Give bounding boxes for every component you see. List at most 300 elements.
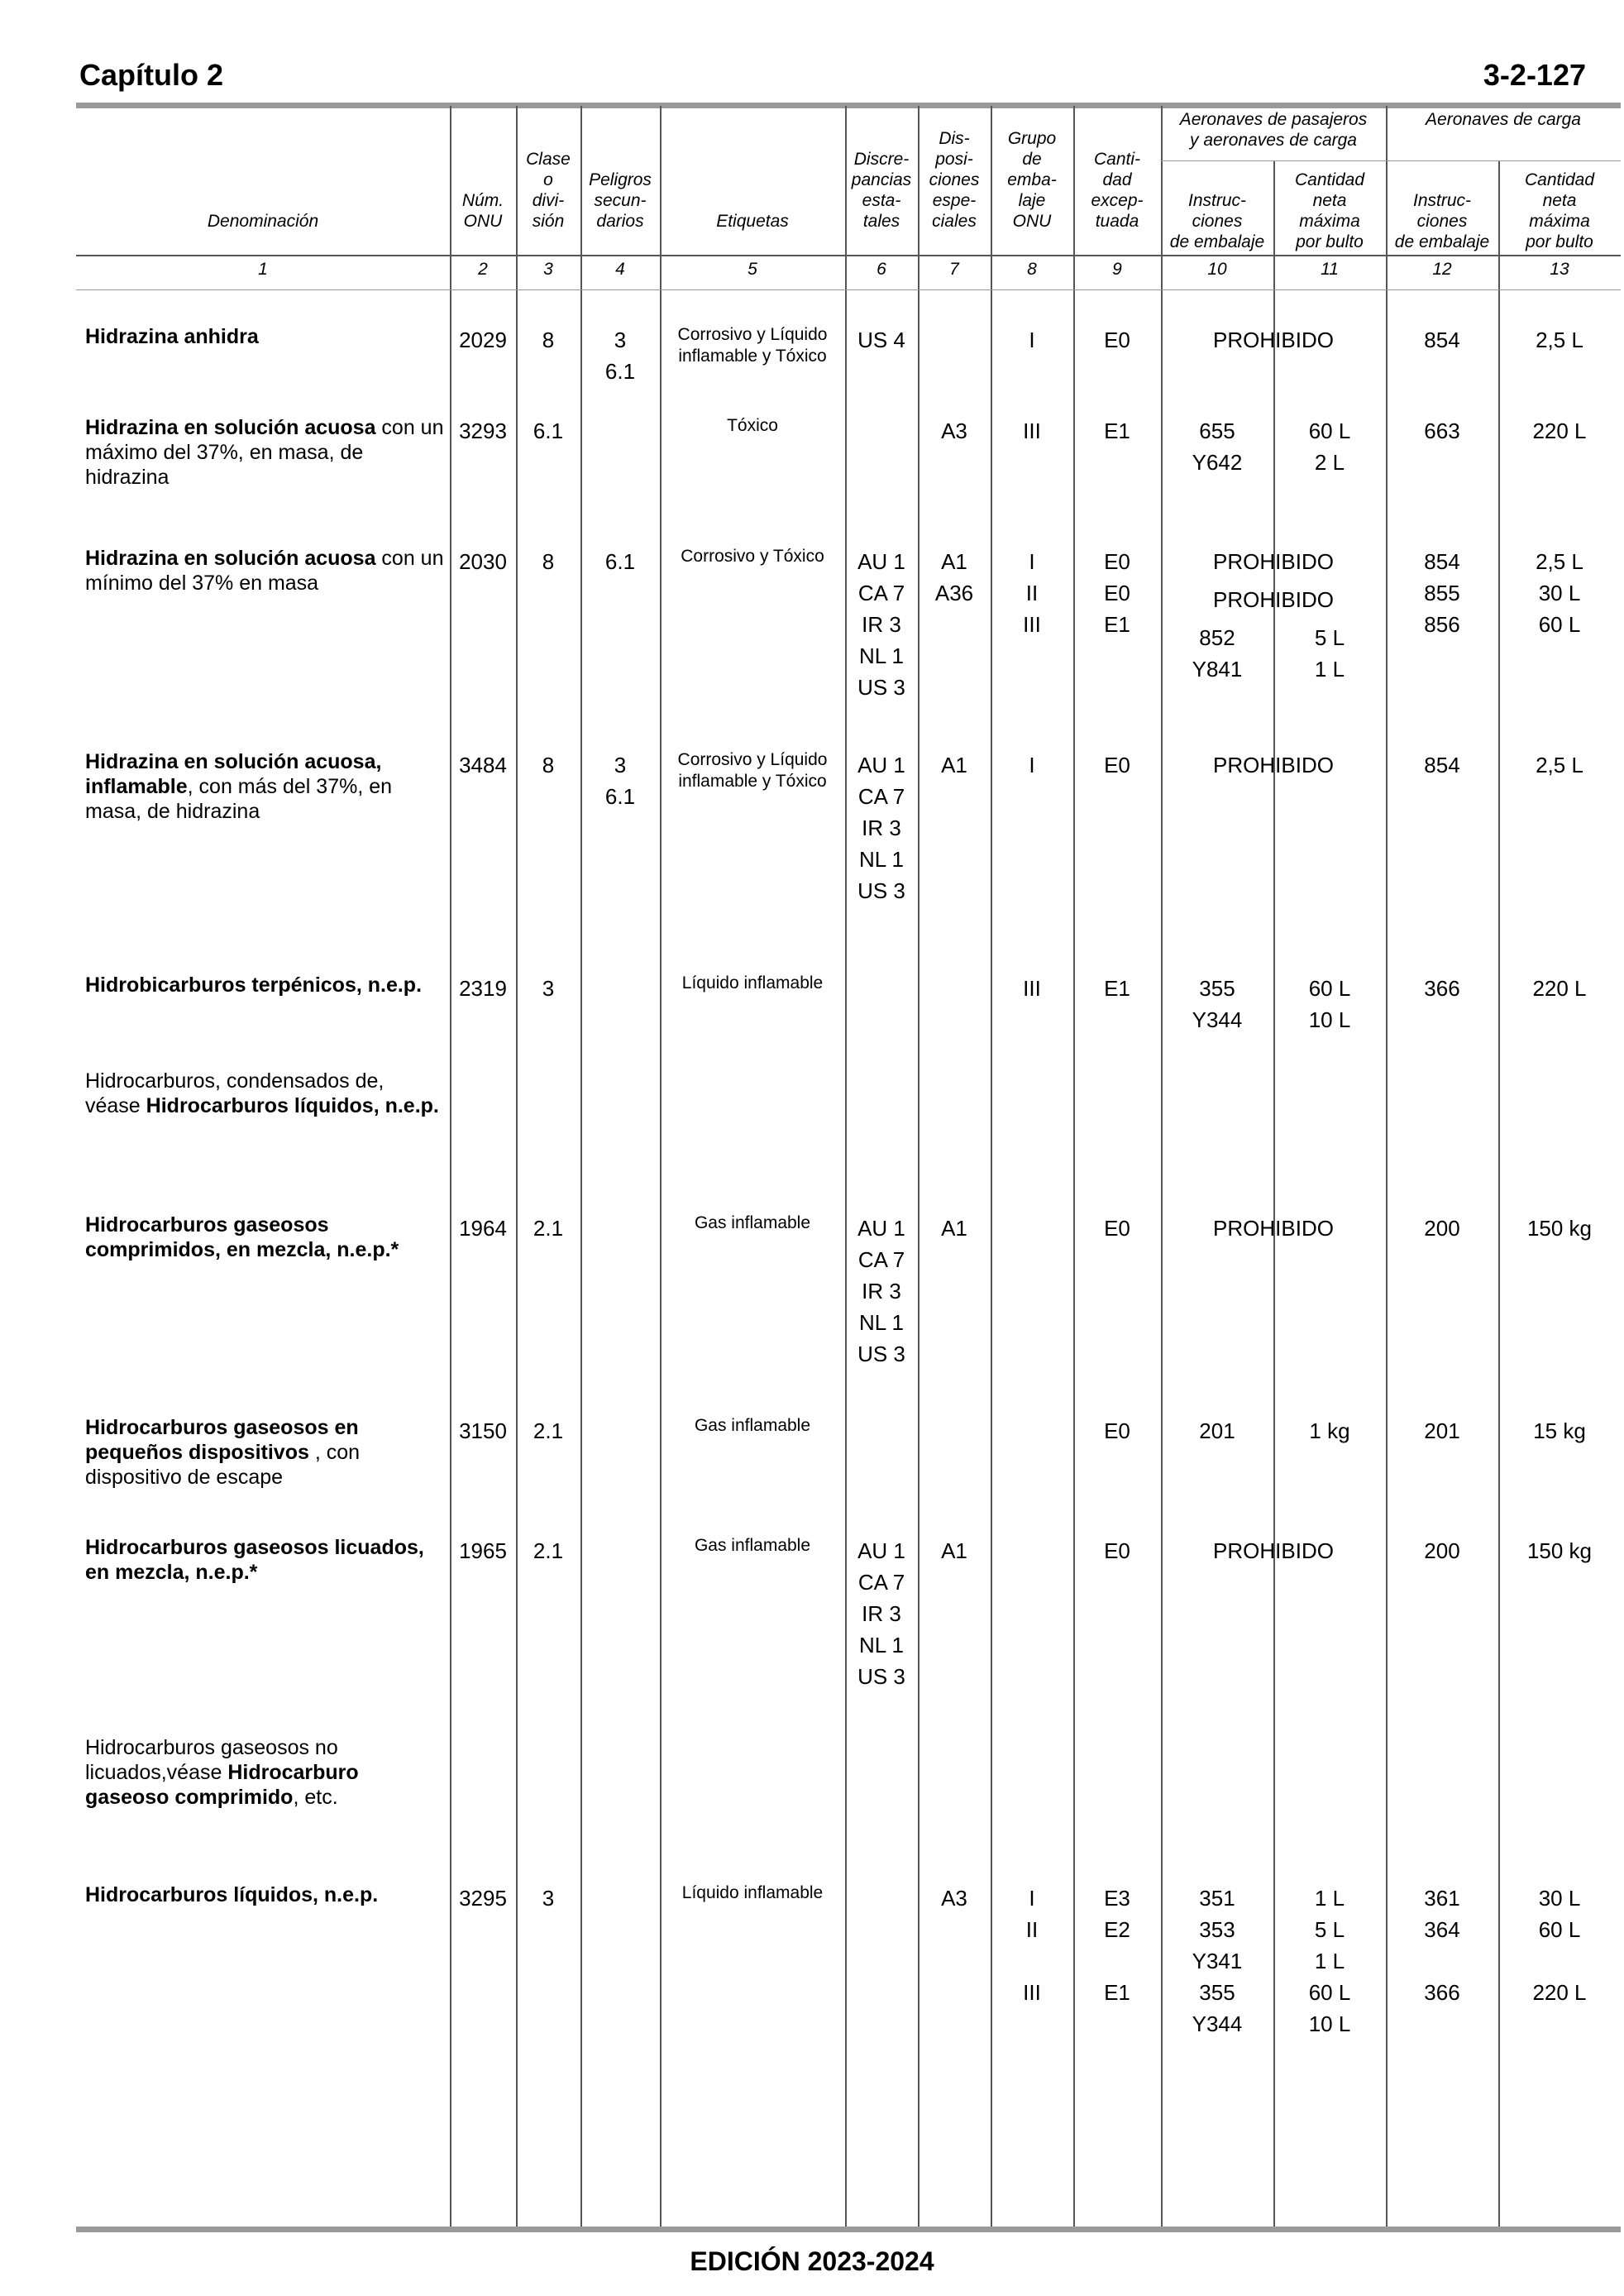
hazard-class-value: 3 <box>542 976 555 1001</box>
packing-instruction-cargo-value <box>1386 1945 1498 1977</box>
packing-group <box>991 973 1073 1004</box>
column-number: 7 <box>949 260 959 279</box>
hazard-label-value: Líquido inflamable <box>681 1883 824 1902</box>
hazard-label-value: Corrosivo y Líquido <box>677 750 828 769</box>
max-net-quantity-passenger-value: 1 L <box>1314 1949 1345 1973</box>
un-number <box>450 973 516 1004</box>
un-number <box>450 415 516 447</box>
header-divider <box>76 255 1621 256</box>
forbidden-notice: PROHIBIDO <box>1213 1216 1334 1241</box>
header-peligros <box>580 170 660 232</box>
header-cantidad-exceptuada-line: Canti- <box>1093 150 1141 169</box>
header-discrepancias <box>845 149 918 232</box>
header-discrepancias-line: esta- <box>862 191 901 210</box>
header-grupo <box>991 128 1073 232</box>
subsidiary-hazard <box>580 749 660 812</box>
packing-instruction-cargo-value: 361 <box>1424 1886 1460 1911</box>
packing-group-value: III <box>1023 612 1041 637</box>
forbidden-notice: PROHIBIDO <box>1213 753 1334 777</box>
header-num-onu-line: Núm. <box>461 191 504 210</box>
column-number: 8 <box>1027 260 1037 279</box>
forbidden-notice: PROHIBIDO <box>1213 1538 1334 1563</box>
header-disposiciones-line: ciales <box>932 212 977 231</box>
packing-instruction-passenger-value: 355 <box>1199 976 1235 1001</box>
header-cantidad-exceptuada-line: tuada <box>1095 212 1139 231</box>
max-net-quantity-cargo <box>1498 1415 1621 1447</box>
header-cantidad-pasajeros <box>1273 170 1386 252</box>
excepted-quantity-value: E1 <box>1104 419 1130 443</box>
column-number: 9 <box>1112 260 1122 279</box>
column-number: 2 <box>478 260 488 279</box>
excepted-quantity-value: E3 <box>1104 1886 1130 1911</box>
hazard-label-value: Tóxico <box>727 416 778 435</box>
hazard-label <box>660 1535 845 1557</box>
substance-name-bold: Hidrocarburos líquidos, n.e.p. <box>146 1094 439 1117</box>
substance-name-text: Hidrocarburos gaseosos no licuados,véase <box>85 1736 338 1784</box>
hazard-class <box>516 415 580 447</box>
packing-instruction-cargo-value: 856 <box>1424 612 1460 637</box>
max-net-quantity-passenger-value <box>1273 591 1386 622</box>
substance-name <box>85 1069 444 1118</box>
max-net-quantity-cargo-value: 2,5 L <box>1536 753 1583 777</box>
packing-group-value: I <box>1029 1886 1035 1911</box>
substance-name-text: con un mínimo del 37% en masa <box>85 547 444 595</box>
special-provision <box>918 1882 991 1914</box>
substance-name-bold: Hidrazina en solución acuosa <box>85 416 376 439</box>
page-number: 3-2-127 <box>1483 58 1586 92</box>
header-clase-line: Clase <box>526 150 571 169</box>
packing-group-value: III <box>1023 1980 1041 2005</box>
hazard-label <box>660 415 845 437</box>
header-cantidad-carga-line: por bulto <box>1526 232 1593 251</box>
substance-name-text: , etc. <box>293 1786 338 1809</box>
packing-instruction-cargo <box>1386 973 1498 1004</box>
header-instrucciones-carga <box>1386 190 1498 252</box>
excepted-quantity <box>1073 749 1161 781</box>
excepted-quantity <box>1073 546 1161 640</box>
hazard-class <box>516 973 580 1004</box>
header-discrepancias-line: Discre- <box>853 150 910 169</box>
state-variation-value: US 3 <box>857 1342 905 1366</box>
max-net-quantity-cargo-value: 220 L <box>1532 976 1587 1001</box>
header-grupo-line: laje <box>1018 191 1046 210</box>
packing-instruction-cargo-value: 200 <box>1424 1216 1460 1241</box>
excepted-quantity-value: E0 <box>1104 1418 1130 1443</box>
header-cantidad-carga-line: neta <box>1542 191 1577 210</box>
bottom-rule <box>76 2227 1621 2232</box>
max-net-quantity-cargo <box>1498 1213 1621 1244</box>
hazard-class-value: 6.1 <box>533 419 564 443</box>
packing-instruction-cargo <box>1386 546 1498 640</box>
excepted-quantity <box>1073 1213 1161 1244</box>
header-aeronaves-pasajeros-line: y aeronaves de carga <box>1190 131 1357 150</box>
packing-instruction-passenger <box>1161 1882 1273 2040</box>
subsidiary-hazard-value: 6.1 <box>604 549 636 574</box>
header-instrucciones-pasajeros-line: de embalaje <box>1169 232 1265 251</box>
max-net-quantity-cargo-value: 2,5 L <box>1536 328 1583 352</box>
packing-instruction-cargo-value: 201 <box>1424 1418 1460 1443</box>
packing-instruction-passenger-value: Y344 <box>1192 2011 1243 2036</box>
special-provision-value: A3 <box>941 1886 967 1911</box>
excepted-quantity <box>1073 415 1161 447</box>
packing-instruction-cargo-value: 366 <box>1424 1980 1460 2005</box>
max-net-quantity-passenger-value: 10 L <box>1308 1007 1351 1032</box>
substance-name <box>85 1535 444 1585</box>
header-cantidad-exceptuada <box>1073 149 1161 232</box>
header-clase-line: o <box>543 170 553 189</box>
substance-name-bold: Hidrobicarburos terpénicos, n.e.p. <box>85 973 423 997</box>
header-cantidad-pasajeros-line: neta <box>1312 191 1347 210</box>
substance-name <box>85 973 444 997</box>
hazard-class <box>516 324 580 356</box>
un-number-value: 3484 <box>459 753 507 777</box>
hazard-label-value: Corrosivo y Líquido <box>677 325 828 344</box>
hazard-label-value: Gas inflamable <box>694 1416 811 1435</box>
packing-instruction-cargo <box>1386 1213 1498 1244</box>
packing-group <box>991 324 1073 356</box>
packing-instruction-cargo-value: 854 <box>1424 753 1460 777</box>
state-variation-value: AU 1 <box>857 753 905 777</box>
header-clase-line: sión <box>532 212 565 231</box>
packing-instruction-passenger <box>1161 1415 1273 1447</box>
special-provision <box>918 1213 991 1244</box>
excepted-quantity-value: E0 <box>1104 549 1130 574</box>
packing-group <box>991 749 1073 781</box>
hazard-label <box>660 546 845 567</box>
state-variation-value: CA 7 <box>857 1247 905 1272</box>
excepted-quantity <box>1073 1882 1161 2008</box>
forbidden-notice: PROHIBIDO <box>1213 328 1334 352</box>
un-number-value: 3293 <box>459 419 507 443</box>
hazard-label <box>660 1213 845 1234</box>
column-divider <box>845 106 847 2227</box>
hazard-class-value: 2.1 <box>533 1538 564 1563</box>
header-disposiciones <box>918 128 991 232</box>
header-etiquetas <box>660 211 845 232</box>
hazard-label <box>660 749 845 792</box>
packing-group-value: I <box>1029 328 1035 352</box>
column-number: 3 <box>543 260 553 279</box>
max-net-quantity-cargo <box>1498 324 1621 356</box>
un-number <box>450 324 516 356</box>
header-peligros-line: Peligros <box>589 170 652 189</box>
packing-instruction-passenger <box>1161 559 1273 685</box>
max-net-quantity-passenger-value: 2 L <box>1314 450 1345 475</box>
state-variation-value: AU 1 <box>857 549 905 574</box>
state-variation-value: NL 1 <box>859 1310 904 1335</box>
hazard-label <box>660 1415 845 1437</box>
max-net-quantity-passenger-value <box>1273 559 1386 591</box>
header-clase-line: divi- <box>532 191 565 210</box>
header-disposiciones-line: espe- <box>932 191 977 210</box>
special-provision-value: A1 <box>941 549 967 574</box>
hazard-label <box>660 973 845 994</box>
substance-name-text: , con dispositivo de escape <box>85 1441 361 1489</box>
hazard-class <box>516 1415 580 1447</box>
excepted-quantity-value: E0 <box>1104 328 1130 352</box>
packing-group <box>991 546 1073 640</box>
column-number: 6 <box>876 260 886 279</box>
state-variation-value: US 3 <box>857 878 905 903</box>
max-net-quantity-cargo-value: 150 kg <box>1526 1538 1593 1563</box>
excepted-quantity <box>1073 1535 1161 1567</box>
state-variation-value: AU 1 <box>857 1216 905 1241</box>
max-net-quantity-cargo-value: 220 L <box>1532 1980 1587 2005</box>
un-number <box>450 1535 516 1567</box>
un-number-value: 2029 <box>459 328 507 352</box>
packing-instruction-passenger-value: Y344 <box>1192 1007 1243 1032</box>
header-discrepancias-line: tales <box>862 212 900 231</box>
packing-instruction-passenger-value: 351 <box>1199 1886 1235 1911</box>
hazard-class-value: 8 <box>542 549 555 574</box>
max-net-quantity-passenger-value: 5 L <box>1314 1917 1345 1942</box>
substance-name <box>85 546 444 596</box>
hazard-class-value: 3 <box>542 1886 555 1911</box>
max-net-quantity-passenger <box>1273 1882 1386 2040</box>
packing-instruction-passenger-value: Y341 <box>1192 1949 1243 1973</box>
packing-group-value: II <box>1025 1917 1039 1942</box>
packing-instruction-cargo <box>1386 324 1498 356</box>
substance-name <box>85 749 444 824</box>
state-variation-value: IR 3 <box>862 1279 901 1303</box>
max-net-quantity-passenger <box>1273 973 1386 1036</box>
header-num-onu <box>450 190 516 232</box>
header-disposiciones-line: ciones <box>929 170 980 189</box>
state-variation-value: AU 1 <box>857 1538 905 1563</box>
header-aeronaves-pasajeros <box>1161 109 1386 151</box>
packing-instruction-cargo-value: 854 <box>1424 549 1460 574</box>
hazard-class <box>516 1882 580 1914</box>
max-net-quantity-passenger <box>1273 559 1386 685</box>
column-number: 4 <box>615 260 625 279</box>
packing-instruction-cargo-value: 663 <box>1424 419 1460 443</box>
max-net-quantity-cargo <box>1498 546 1621 640</box>
un-number <box>450 546 516 577</box>
header-denominacion <box>76 211 450 232</box>
column-number: 13 <box>1550 260 1569 279</box>
state-variation-value: CA 7 <box>857 581 905 605</box>
hazard-class <box>516 749 580 781</box>
edition-footer: EDICIÓN 2023-2024 <box>690 2246 934 2276</box>
packing-group-value: I <box>1029 549 1035 574</box>
un-number-value: 2319 <box>459 976 507 1001</box>
max-net-quantity-passenger-value: 60 L <box>1308 976 1351 1001</box>
substance-name-bold: Hidrazina en solución acuosa, inflamable <box>85 750 382 798</box>
header-cantidad-exceptuada-line: excep- <box>1091 191 1144 210</box>
packing-instruction-passenger-value: 655 <box>1199 419 1235 443</box>
header-cantidad-carga-line: máxima <box>1529 212 1590 231</box>
un-number-value: 1964 <box>459 1216 507 1241</box>
packing-instruction-cargo <box>1386 1415 1498 1447</box>
state-variation-value: NL 1 <box>859 643 904 668</box>
header-etiquetas-line: Etiquetas <box>716 212 789 231</box>
hazard-class-value: 2.1 <box>533 1418 564 1443</box>
packing-instruction-passenger <box>1161 415 1273 478</box>
un-number <box>450 1415 516 1447</box>
substance-name-bold: Hidrocarburo gaseoso comprimido <box>85 1761 359 1809</box>
state-variation-value: US 3 <box>857 675 905 700</box>
subsidiary-hazard-value: 6.1 <box>604 359 636 384</box>
subsidiary-hazard-value: 3 <box>614 753 627 777</box>
excepted-quantity-value: E1 <box>1104 1980 1130 2005</box>
hazard-label <box>660 324 845 367</box>
max-net-quantity-passenger <box>1273 1415 1386 1447</box>
packing-instruction-passenger <box>1161 973 1273 1036</box>
packing-instruction-cargo <box>1386 1882 1498 2008</box>
substance-name-bold: Hidrocarburos gaseosos licuados, en mezcla, n.e.p.* <box>85 1536 424 1584</box>
max-net-quantity-cargo-value: 30 L <box>1538 1886 1581 1911</box>
state-variation-value: IR 3 <box>862 1601 901 1626</box>
header-cantidad-carga-line: Cantidad <box>1524 170 1595 189</box>
packing-group-value: III <box>1023 976 1041 1001</box>
hazard-label-value: inflamable y Tóxico <box>678 772 827 791</box>
substance-name-text: con un máximo del 37%, en masa, de hidrazina <box>85 416 444 489</box>
header-aeronaves-carga: Aeronaves de carga <box>1426 110 1581 129</box>
excepted-quantity-value: E0 <box>1104 753 1130 777</box>
excepted-quantity-value: E1 <box>1104 976 1130 1001</box>
header-num-onu-line: ONU <box>463 212 503 231</box>
header-peligros-line: secun- <box>594 191 647 210</box>
special-provision <box>918 1535 991 1567</box>
substance-name <box>85 1882 444 1907</box>
max-net-quantity-cargo-value: 60 L <box>1538 1917 1581 1942</box>
header-cantidad-pasajeros-line: Cantidad <box>1294 170 1365 189</box>
packing-instruction-passenger-value: 201 <box>1199 1418 1235 1443</box>
column-number-divider <box>76 289 1621 290</box>
column-number: 5 <box>748 260 757 279</box>
substance-name-bold: Hidrocarburos gaseosos comprimidos, en mezcla, n.e.p.* <box>85 1213 399 1261</box>
un-number-value: 3295 <box>459 1886 507 1911</box>
max-net-quantity-cargo-value: 60 L <box>1538 612 1581 637</box>
packing-group-value <box>991 1945 1073 1977</box>
header-cantidad-pasajeros-line: por bulto <box>1296 232 1364 251</box>
header-instrucciones-pasajeros-line: Instruc- <box>1187 191 1246 210</box>
column-number: 10 <box>1207 260 1227 279</box>
state-variation-value: NL 1 <box>859 847 904 872</box>
forbidden-notice: PROHIBIDO <box>1213 549 1334 574</box>
hazard-label-value: Corrosivo y Tóxico <box>681 547 824 566</box>
header-instrucciones-carga-line: Instruc- <box>1412 191 1471 210</box>
special-provision-value: A3 <box>941 419 967 443</box>
packing-instruction-passenger-value: 852 <box>1199 625 1235 650</box>
max-net-quantity-cargo-value: 30 L <box>1538 581 1581 605</box>
un-number-value: 3150 <box>459 1418 507 1443</box>
subsidiary-hazard-value: 3 <box>614 328 627 352</box>
packing-instruction-passenger-value <box>1161 591 1273 622</box>
substance-name-bold: Hidrocarburos gaseosos en pequeños dispositivos <box>85 1416 359 1464</box>
packing-instruction-cargo <box>1386 1535 1498 1567</box>
substance-name-bold: Hidrazina en solución acuosa <box>85 547 376 570</box>
un-number <box>450 1213 516 1244</box>
max-net-quantity-cargo-value: 15 kg <box>1533 1418 1586 1443</box>
un-number-value: 1965 <box>459 1538 507 1563</box>
max-net-quantity-passenger <box>1273 415 1386 478</box>
packing-instruction-cargo <box>1386 415 1498 447</box>
packing-instruction-cargo <box>1386 749 1498 781</box>
max-net-quantity-cargo <box>1498 749 1621 781</box>
packing-group-value: II <box>1025 581 1039 605</box>
chapter-title: Capítulo 2 <box>79 58 224 92</box>
packing-group-value: III <box>1023 419 1041 443</box>
header-discrepancias-line: pancias <box>851 170 912 189</box>
packing-instruction-cargo-value: 855 <box>1424 581 1460 605</box>
state-variation-value: NL 1 <box>859 1633 904 1657</box>
hazard-class <box>516 1535 580 1567</box>
packing-group <box>991 1882 1073 2008</box>
max-net-quantity-cargo <box>1498 973 1621 1004</box>
subsidiary-hazard <box>580 324 660 387</box>
special-provision-value: A1 <box>941 753 967 777</box>
hazard-class <box>516 1213 580 1244</box>
max-net-quantity-cargo-value <box>1498 1945 1621 1977</box>
header-clase <box>516 149 580 232</box>
header-instrucciones-pasajeros <box>1161 190 1273 252</box>
column-number: 1 <box>258 260 268 279</box>
max-net-quantity-cargo <box>1498 1535 1621 1567</box>
state-variation-value: CA 7 <box>857 784 905 809</box>
header-instrucciones-pasajeros-line: ciones <box>1192 212 1243 231</box>
excepted-quantity <box>1073 973 1161 1004</box>
max-net-quantity-passenger-value: 60 L <box>1308 419 1351 443</box>
hazard-label-value: Gas inflamable <box>694 1213 811 1232</box>
substance-name <box>85 324 444 349</box>
special-provision <box>918 546 991 609</box>
max-net-quantity-cargo-value: 150 kg <box>1526 1216 1593 1241</box>
max-net-quantity-passenger-value: 1 kg <box>1309 1418 1350 1443</box>
column-number: 12 <box>1432 260 1452 279</box>
subsidiary-hazard <box>580 546 660 577</box>
packing-instruction-cargo-value: 200 <box>1424 1538 1460 1563</box>
max-net-quantity-passenger-value: 60 L <box>1308 1980 1351 2005</box>
packing-instruction-passenger-value <box>1161 559 1273 591</box>
state-variation-value: IR 3 <box>862 612 901 637</box>
header-peligros-line: darios <box>596 212 644 231</box>
column-number: 11 <box>1321 260 1339 279</box>
max-net-quantity-cargo-value: 220 L <box>1532 419 1587 443</box>
special-provision-value: A36 <box>934 581 974 605</box>
hazard-class <box>516 546 580 577</box>
packing-instruction-passenger-value: Y642 <box>1192 450 1243 475</box>
max-net-quantity-passenger-value: 1 L <box>1314 1886 1345 1911</box>
packing-instruction-passenger-value: 355 <box>1199 1980 1235 2005</box>
hazard-class-value: 8 <box>542 328 555 352</box>
column-divider <box>580 106 582 2227</box>
excepted-quantity-value: E0 <box>1104 581 1130 605</box>
state-variation-value: IR 3 <box>862 816 901 840</box>
state-variation-value: US 3 <box>857 1664 905 1689</box>
substance-name-text: Hidrocarburos, condensados de, véase <box>85 1069 385 1117</box>
substance-name <box>85 1415 444 1490</box>
header-cantidad-carga <box>1498 170 1621 252</box>
packing-instruction-passenger-value: Y841 <box>1192 657 1243 682</box>
special-provision <box>918 749 991 781</box>
max-net-quantity-cargo <box>1498 1882 1621 2008</box>
packing-instruction-passenger-value: 353 <box>1199 1917 1235 1942</box>
special-provision <box>918 415 991 447</box>
header-aeronaves-pasajeros-line: Aeronaves de pasajeros <box>1179 110 1368 129</box>
aircraft-group-divider <box>1161 160 1621 161</box>
excepted-quantity <box>1073 1415 1161 1447</box>
state-variation <box>845 1535 918 1692</box>
un-number <box>450 1882 516 1914</box>
max-net-quantity-passenger-value: 5 L <box>1314 625 1345 650</box>
state-variation <box>845 1213 918 1370</box>
state-variation-value: CA 7 <box>857 1570 905 1595</box>
packing-instruction-cargo-value: 854 <box>1424 328 1460 352</box>
header-grupo-line: ONU <box>1012 212 1052 231</box>
packing-group <box>991 415 1073 447</box>
substance-name <box>85 1213 444 1262</box>
